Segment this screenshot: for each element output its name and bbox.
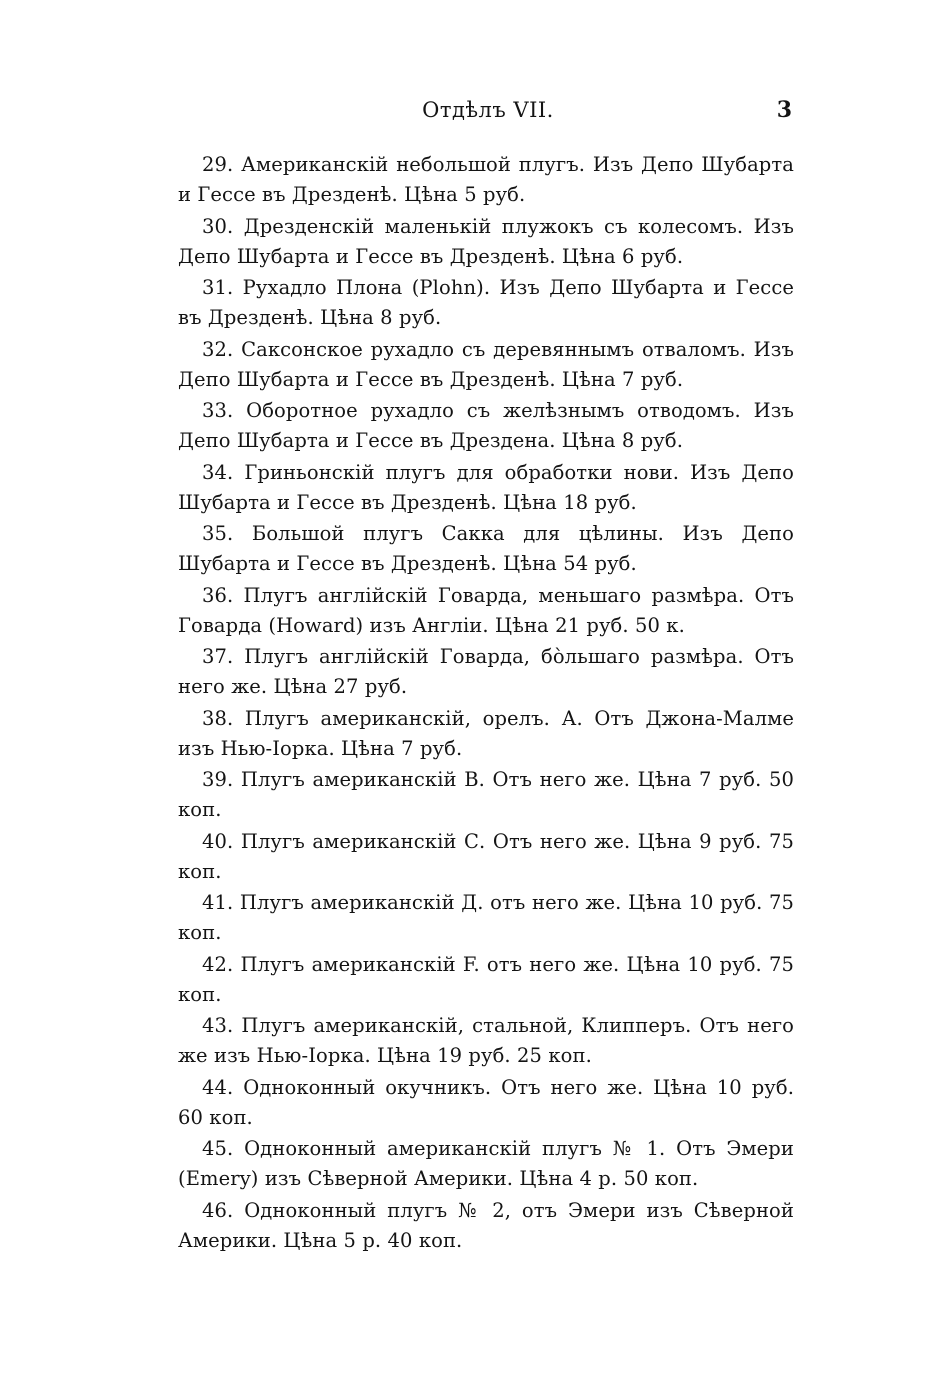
catalog-entry-45: 45. Одноконный американскій плугъ № 1. Отъ Эмери (Emery) изъ Сѣверной Америки. Цѣна 4 р. 50 коп. (178, 1137, 794, 1190)
catalog-entry-34: 34. Гриньонскій плугъ для обработки нови. Изъ Депо Шубарта и Гессе въ Дрезденѣ. Цѣна 18 руб. (178, 460, 794, 514)
catalog-entry-41: 41. Плугъ американскій Д. отъ него же. Цѣна 10 руб. 75 коп. (178, 891, 794, 944)
catalog-entry-44: 44. Одноконный окучникъ. Отъ него же. Цѣна 10 руб. 60 коп. (178, 1075, 794, 1129)
catalog-entry-33: 33. Оборотное рухадло съ желѣзнымъ отводомъ. Изъ Депо Шубарта и Гессе въ Дрездена. Цѣна 8 руб. (178, 399, 794, 452)
catalog-entry-29: 29. Американскій небольшой плугъ. Изъ Депо Шубарта и Гессе въ Дрезденѣ. Цѣна 5 руб. (178, 153, 794, 206)
catalog-entry-37: 37. Плугъ англійскій Говарда, бо̀льшаго размѣра. Отъ него же. Цѣна 27 руб. (178, 645, 794, 698)
catalog-entry-36: 36. Плугъ англійскій Говарда, меньшаго размѣра. Отъ Говарда (Howard) изъ Англіи. Цѣна 21 руб. 50 к. (178, 583, 794, 637)
page-number: 3 (776, 97, 792, 123)
catalog-entries (178, 150, 794, 1257)
catalog-entry-38: 38. Плугъ американскій, орелъ. А. Отъ Джона-Малме изъ Нью-Іорка. Цѣна 7 руб. (178, 706, 794, 760)
running-head (178, 92, 798, 128)
catalog-entry-31: 31. Рухадло Плона (Plohn). Изъ Депо Шубарта и Гессе въ Дрезденѣ. Цѣна 8 руб. (178, 276, 794, 329)
catalog-entry-46: 46. Одноконный плугъ № 2, отъ Эмери изъ Сѣверной Америки. Цѣна 5 р. 40 коп. (178, 1198, 794, 1252)
catalog-entry-42: 42. Плугъ американскій F. отъ него же. Цѣна 10 руб. 75 коп. (178, 952, 794, 1006)
catalog-entry-32: 32. Саксонское рухадло съ деревяннымъ отваломъ. Изъ Депо Шубарта и Гессе въ Дрезденѣ. Цѣна 7 руб. (178, 337, 794, 391)
catalog-entry-43: 43. Плугъ американскій, стальной, Клипперъ. Отъ него же изъ Нью-Іорка. Цѣна 19 руб. 25 коп. (178, 1014, 794, 1067)
catalog-entry-40: 40. Плугъ американскій С. Отъ него же. Цѣна 9 руб. 75 коп. (178, 829, 794, 883)
catalog-entry-30: 30. Дрезденскій маленькій плужокъ съ колесомъ. Изъ Депо Шубарта и Гессе въ Дрезденѣ. Цѣна 6 руб. (178, 214, 794, 268)
catalog-entry-35: 35. Большой плугъ Сакка для цѣлины. Изъ Депо Шубарта и Гессе въ Дрезденѣ. Цѣна 54 руб. (178, 522, 794, 575)
catalog-entry-39: 39. Плугъ американскій В. Отъ него же. Цѣна 7 руб. 50 коп. (178, 768, 794, 821)
section-title: Отдѣлъ VII. (422, 98, 554, 122)
